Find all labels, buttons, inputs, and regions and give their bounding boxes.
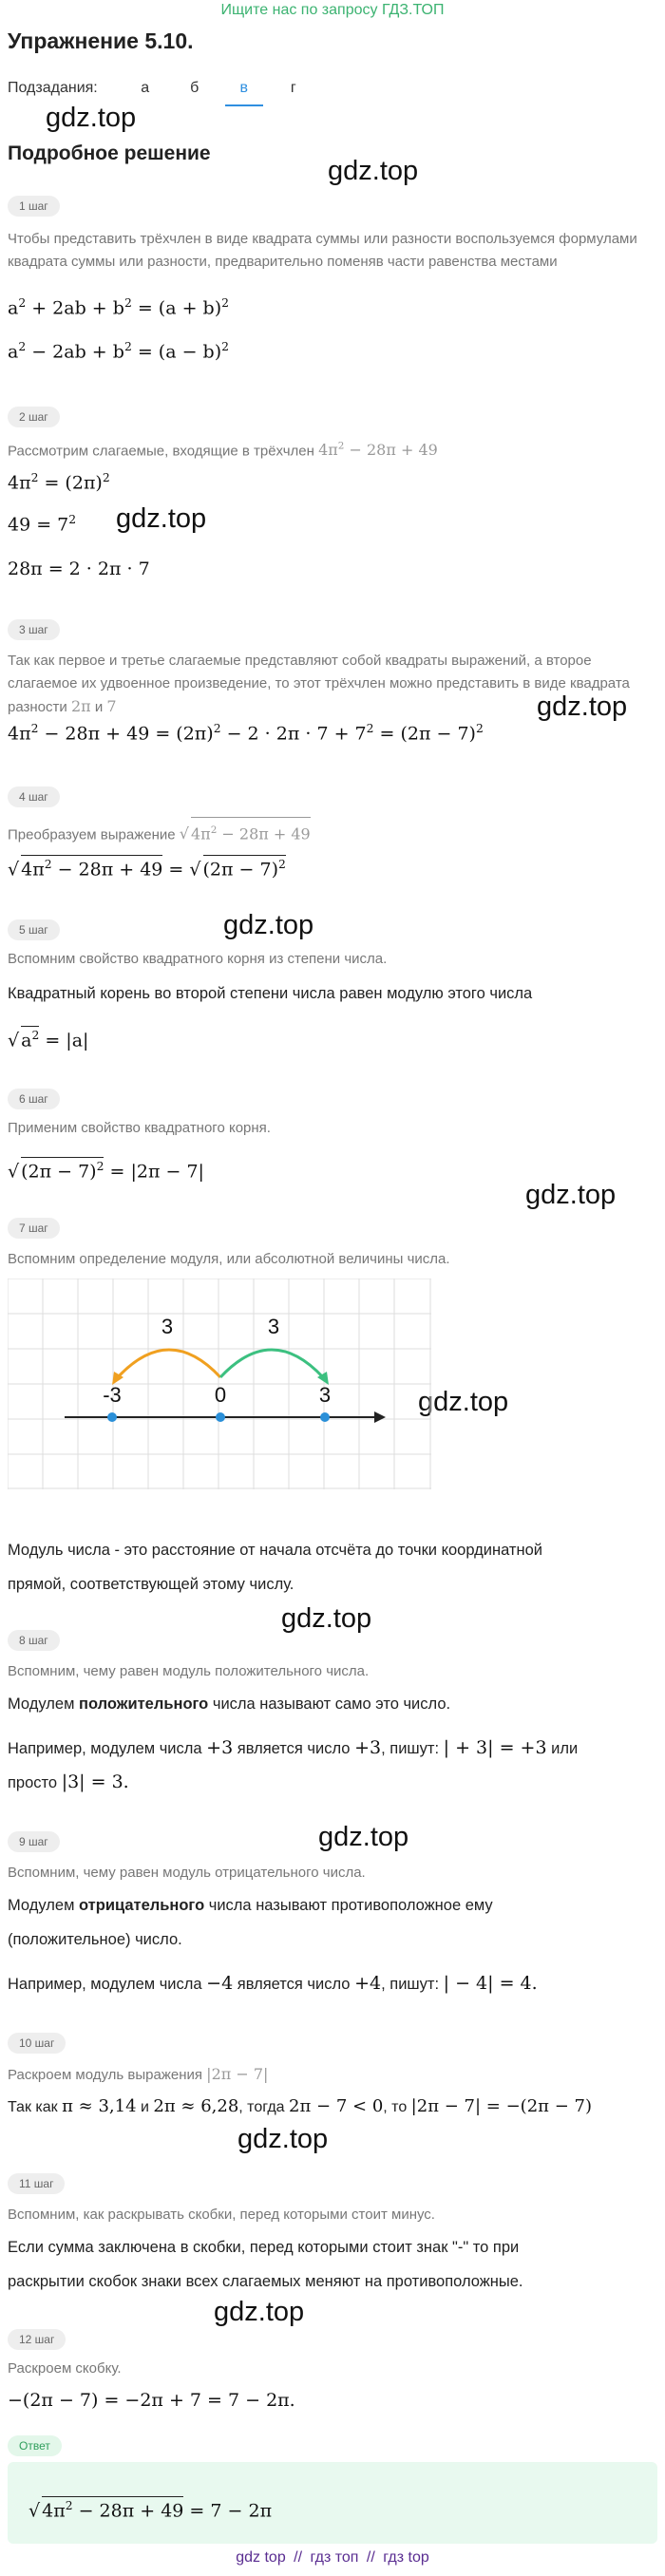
formula: √ $a^2 = |a|$ [8, 1026, 88, 1051]
tab-b[interactable]: б [190, 80, 200, 96]
step-text: Вспомним свойство квадратного корня из степени числа. [8, 951, 388, 967]
formula: $49 = 7^2$ [8, 513, 77, 536]
tab-a[interactable]: а [141, 80, 150, 96]
formula: $4\pi^2 = (2\pi)^2$ [8, 471, 110, 494]
number-line-diagram [8, 1279, 431, 1489]
footer-link[interactable]: гдз топ [310, 2549, 359, 2566]
step-text: Раскроем скобку. [8, 2360, 122, 2377]
rule-text: Модулем отрицательного числа называют противоположное ему [8, 1897, 493, 1914]
step-badge: 8 шаг [8, 1630, 60, 1651]
section-title: Подробное решение [8, 142, 211, 164]
step-badge: 5 шаг [8, 919, 60, 940]
watermark: gdz.top [116, 503, 207, 534]
footer-link[interactable]: гдз top [383, 2549, 429, 2566]
formula: $4\pi^2 - 28\pi + 49 = (2\pi)^2 - 2 \cdot 2\pi \cdot 7 + 7^2 = (2\pi - 7)^2$ [8, 722, 484, 745]
rule-text: раскрытии скобок знаки всех слагаемых меняют на противоположные. [8, 2273, 523, 2290]
step-text: Преобразуем выражение √ $4\pi^2 - 28\pi + 49$ [8, 817, 311, 846]
watermark: gdz.top [318, 1822, 409, 1852]
step-badge: 9 шаг [8, 1831, 60, 1852]
explanation-text: Так как π ≈ 3,14 и 2π ≈ 6,28, тогда 2π − 7 < 0, то |2π − 7| = −(2π − 7) [8, 2096, 592, 2116]
example-text: Например, модулем числа −4 является число +4, пишут: | − 4| = 4. [8, 1973, 538, 1994]
step-badge: 12 шаг [8, 2329, 66, 2350]
page-title: Упражнение 5.10. [8, 28, 194, 53]
step-text: Вспомним, чему равен модуль отрицательного числа. [8, 1865, 366, 1881]
watermark: gdz.top [328, 156, 419, 186]
formula: $a^2 - 2ab + b^2 = (a - b)^2$ [8, 340, 229, 363]
step-text: Рассмотрим слагаемые, входящие в трёхчлен $4\pi^2 - 28\pi + 49$ [8, 441, 438, 460]
watermark: gdz.top [525, 1180, 617, 1210]
formula: −(2π − 7) = −2π + 7 = 7 − 2π. [8, 2390, 295, 2411]
formula: √ $(2\pi - 7)^2 = |2\pi - 7|$ [8, 1157, 204, 1182]
step-badge: 10 шаг [8, 2033, 66, 2054]
right-arc [220, 1350, 323, 1377]
step-badge: 2 шаг [8, 407, 60, 427]
step-text: Вспомним, как раскрывать скобки, перед которыми стоит минус. [8, 2207, 435, 2223]
step-text: Раскроем модуль выражения |2π − 7| [8, 2065, 269, 2083]
example-text: Например, модулем числа +3 является число +3, пишут: | + 3| = +3 или [8, 1737, 579, 1758]
point-label: 0 [214, 1383, 227, 1407]
step-text: Так как первое и третье слагаемые представляют собой квадраты выражений, а второе слагаемое их удвоенное произведение, то этот трёхчлен можно представить в виде квадрата разности 2π и 7 [8, 653, 630, 715]
answer-formula: √ $4\pi^2 - 28\pi + 49 = 7 - 2\pi$ [28, 2496, 272, 2521]
step-text: Чтобы представить трёхчлен в виде квадрата суммы или разности воспользуемся формулами квадрата суммы или разности, предварительно поменяв части равенства местами [8, 231, 637, 270]
formula: 28π = 2 · 2π · 7 [8, 559, 150, 579]
subtask-label: Подзадания: [8, 80, 98, 96]
footer-separator: // [366, 2549, 375, 2566]
step-badge: 7 шаг [8, 1218, 60, 1239]
axis-arrow-icon [374, 1411, 386, 1423]
watermark: gdz.top [537, 691, 628, 722]
step-badge: 1 шаг [8, 196, 60, 217]
rule-text: Модулем положительного числа называют само это число. [8, 1695, 451, 1713]
watermark: gdz.top [223, 910, 314, 940]
distance-label: 3 [161, 1315, 174, 1338]
step-badge: 11 шаг [8, 2173, 65, 2194]
point-dot [216, 1412, 225, 1422]
formula: √ $4\pi^2 - 28\pi + 49$ = √ $(2\pi - 7)^2$ [8, 855, 286, 880]
example-text: просто |3| = 3. [8, 1771, 129, 1792]
tab-v[interactable]: в [219, 80, 269, 97]
definition-text: Модуль числа - это расстояние от начала отсчёта до точки координатной [8, 1542, 542, 1559]
point-dot [107, 1412, 117, 1422]
formula: $a^2 + 2ab + b^2 = (a + b)^2$ [8, 296, 229, 319]
footer-link[interactable]: gdz top [236, 2549, 286, 2566]
step-badge: 3 шаг [8, 619, 60, 640]
definition-text: прямой, соответствующей этому числу. [8, 1576, 294, 1593]
watermark: gdz.top [418, 1387, 509, 1417]
watermark: gdz.top [281, 1603, 372, 1634]
answer-badge: Ответ [8, 2435, 62, 2456]
point-label: -3 [103, 1383, 122, 1407]
watermark: gdz.top [46, 103, 137, 133]
subtask-tabs [8, 80, 318, 97]
step-text: Применим свойство квадратного корня. [8, 1120, 271, 1136]
point-label: 3 [318, 1383, 332, 1407]
watermark: gdz.top [214, 2297, 305, 2327]
step-text: Вспомним определение модуля, или абсолютной величины числа. [8, 1251, 450, 1267]
distance-label: 3 [267, 1315, 280, 1338]
step-badge: 6 шаг [8, 1089, 60, 1109]
rule-text: (положительное) число. [8, 1931, 182, 1948]
rule-text: Если сумма заключена в скобки, перед которыми стоит знак "-" то при [8, 2239, 520, 2256]
tab-g[interactable]: г [290, 80, 296, 96]
rule-text: Квадратный корень во второй степени числа равен модулю этого числа [8, 985, 533, 1002]
watermark: gdz.top [238, 2124, 329, 2154]
footer-links [0, 2549, 665, 2567]
step-badge: 4 шаг [8, 786, 60, 807]
point-dot [320, 1412, 330, 1422]
top-search-hint[interactable]: Ищите нас по запросу ГДЗ.ТОП [220, 2, 445, 18]
footer-separator: // [294, 2549, 303, 2566]
left-arc [118, 1350, 220, 1377]
step-text: Вспомним, чему равен модуль положительного числа. [8, 1663, 370, 1679]
